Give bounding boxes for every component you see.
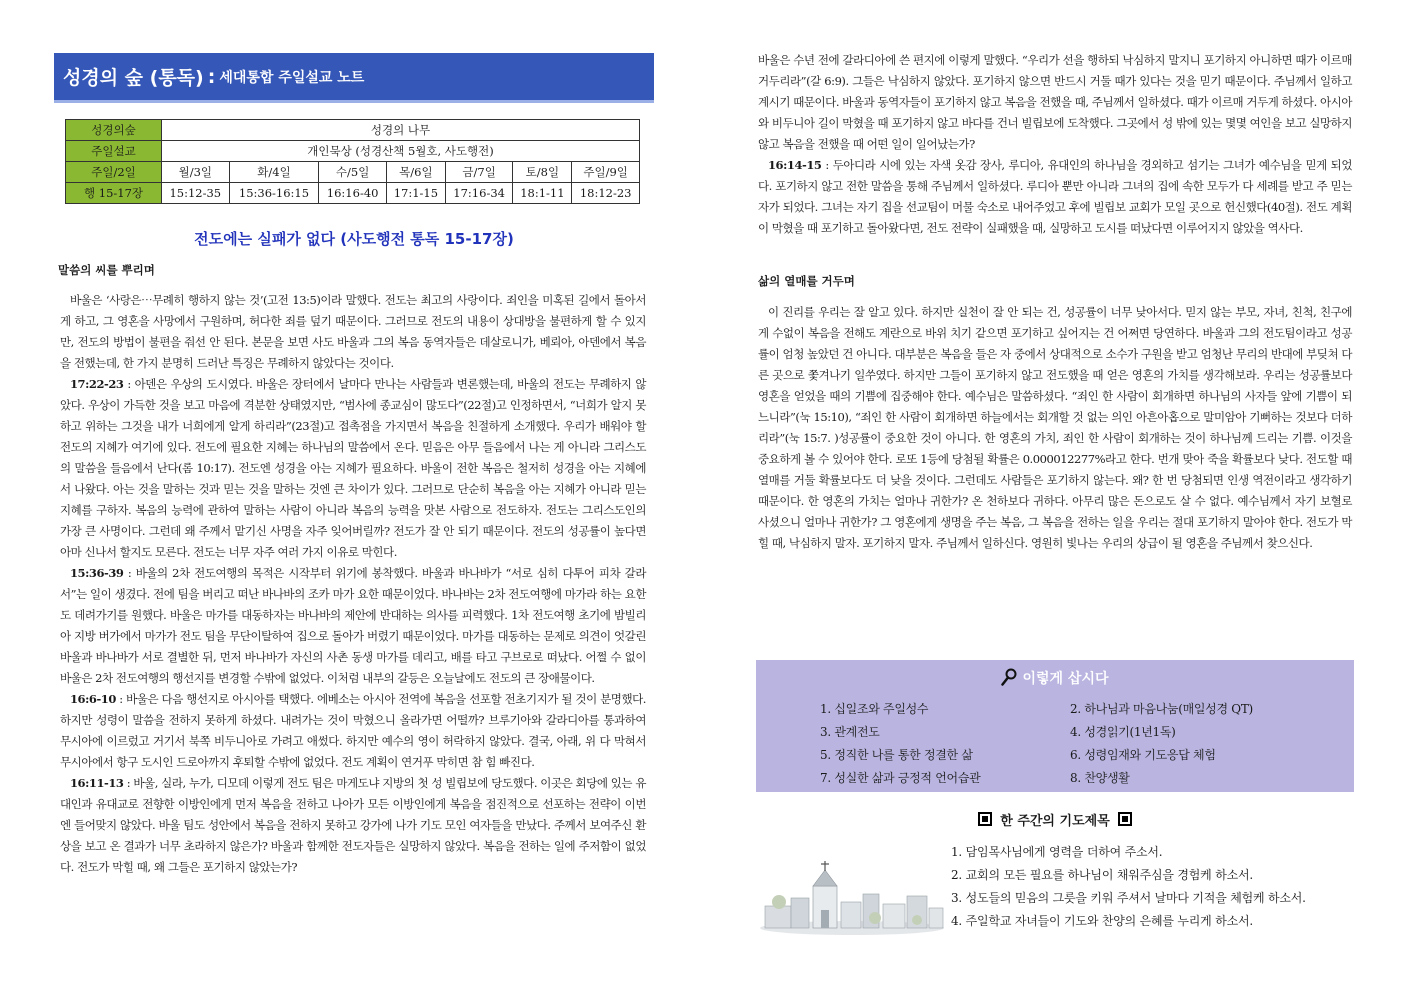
sermon-title: 전도에는 실패가 없다 (사도행전 통독 15-17장) [194, 230, 514, 248]
paragraph [60, 563, 646, 689]
paragraph [60, 773, 646, 878]
verse-ref: 16:6-10 [70, 692, 116, 706]
schedule-range: 18:1-11 [513, 183, 572, 204]
verse-ref: 16:11-13 [70, 776, 124, 790]
schedule-day: 목/6일 [386, 162, 445, 183]
schedule-range: 15:12-35 [162, 183, 230, 204]
paragraph-text: 이 진리를 우리는 잘 알고 있다. 하지만 실천이 잘 안 되는 건, 성공률이 너무 낮아서다. 믿지 않는 부모, 자녀, 친척, 친구에게 수없이 복음을 전해도 계란으로 바위 치기 같으면 포기하고 싶어지는 건 어쩌면 당연하다. 바울과 그의 전도팀이라고 성공률이 엄청 높았던 건 아니다. 대부분은 복음을 들은 자 중에서 상대적으로 소수가 구원을 받고 엄청난 무리의 반대에 부딪쳐 다른 곳으로 쫓겨나기 일쑤였다. 하지만 그들이 포기하지 않고 전도했을 때 얻은 영혼의 가치를 생각해보라. 우리는 성공률보다 영혼을 얻었을 때의 기쁨에 집중해야 한다. 예수님은 말씀하셨다. “죄인 한 사람이 회개하면 하나님의 사자들 앞에 기쁨이 되느니라”(눅 15:10), “죄인 한 사람이 회개하면 하늘에서는 회개할 것 없는 의인 아흔아홉으로 말미암아 기뻐하는 것보다 더하리라”(눅 15:7. )성공률이 중요한 것이 아니다. 한 영혼의 가치, 죄인 한 사람이 회개하는 것이 하나님께 드리는 기쁨. 이것을 중요하게 볼 수 있어야 한다. 로또 1등에 당첨될 확률은 0.000012277%라고 한다. 번개 맞아 죽을 확률보다 낮다. 전도할 때 열매를 거둘 확률보다도 더 낮을 것이다. 그런데도 사람들은 포기하지 않는다. 왜? 한 번 당첨되면 인생 역전이라고 생각하기 때문이다. 한 영혼의 가치는 얼마나 귀한가? 온 천하보다 귀하다. 아무리 많은 돈으로도 살 수 없다. 예수님께서 자기 보혈로 사셨으니 얼마나 귀한가? 그 영혼에게 생명을 주는 복음, 그 복음을 전하는 일을 우리는 절대 포기하지 말아야 한다. 전도가 막힐 때, 낙심하지 말자. 포기하지 말자. 주님께서 일하신다. 영원히 빛나는 우리의 상급이 될 영혼을 주님께서 찾으신다. [758, 305, 1352, 550]
schedule-day: 토/8일 [513, 162, 572, 183]
prayer-item: 1. 담임목사님에게 영력을 더하여 주소서. [951, 845, 1163, 859]
paragraph [60, 290, 646, 374]
schedule-value: 성경의 나무 [162, 120, 640, 141]
paragraph [60, 689, 646, 773]
live-item: 6. 성령임재와 기도응답 체험 [1070, 748, 1216, 762]
live-item: 3. 관계전도 [820, 725, 880, 739]
schedule-day: 화/4일 [229, 162, 319, 183]
paragraph-text: : 두아디라 시에 있는 자색 옷감 장사, 루디아, 유대인의 하나님을 경외하고 섬기는 그녀가 예수님을 믿게 되었다. 포기하지 않고 전한 말씀을 통해 주님께서 일하셨다. 루디아 뿐만 아니라 그녀의 집에 속한 모두가 다 세례를 받고 주 믿는 자가 되었다. 그녀는 자기 집을 선교팀이 머물 숙소로 내어주었고 후에 빌립보 교회가 모일 곳으로 헌신했다(40절). 전도 계획이 막혔을 때 포기하고 돌아왔다면, 전도 전략이 실패했을 때, 실망하고 도시를 떠났다면 이루어지지 않았을 역사다. [758, 158, 1352, 235]
prayer-item: 3. 성도들의 믿음의 그릇을 키워 주셔서 날마다 기적을 체험케 하소서. [951, 891, 1306, 905]
schedule-range: 17:16-34 [445, 183, 513, 204]
prayer-title: 한 주간의 기도제목 [1000, 814, 1110, 829]
live-item: 8. 찬양생활 [1070, 771, 1130, 785]
square-bullet-icon [978, 812, 992, 826]
live-box [756, 660, 1354, 792]
square-bullet-icon [1118, 812, 1132, 826]
paragraph-text: : 바울, 실라, 누가, 디모데 이렇게 전도 팀은 마게도냐 지방의 첫 성 빌립보에 당도했다. 이곳은 회당에 있는 유대인과 유대교로 전향한 이방인에게 먼저 복음을 전하고 나아가 모든 이방인에게 복음을 점진적으로 선포하는 전략이 이번엔 들어맞지 않았다. 바울 팀도 성안에서 복음을 전하지 못하고 강가에 나가 기도 모인 여자들을 만났다. 주께서 보여주신 환상을 보고 온 결과가 너무 초라하지 않은가? 바울과 함께한 전도자들은 실망하지 않았다. 복음을 전하는 일에 주저함이 없었다. 전도가 막힐 때, 왜 그들은 포기하지 않았는가? [60, 776, 646, 874]
paragraph [60, 374, 646, 563]
header-title: 성경의 숲 (통독) [63, 67, 204, 89]
verse-ref: 15:36-39 [70, 566, 124, 580]
header-banner [54, 53, 654, 103]
schedule-day: 수/5일 [319, 162, 387, 183]
header-subtitle: 세대통합 주일설교 노트 [219, 69, 365, 86]
schedule-row [66, 120, 640, 141]
schedule-value: 개인묵상 (성경산책 5월호, 사도행전) [162, 141, 640, 162]
paragraph-text: 바울은 ‘사랑은⋯무례히 행하지 않는 것’(고전 13:5)이라 말했다. 전도는 최고의 사랑이다. 죄인을 미혹된 길에서 돌아서게 하고, 그 영혼을 사망에서 구원하며, 허다한 죄를 덮기 때문이다. 그러므로 전도의 내용이 상대방을 불편하게 할 수 있지만, 전도의 방법이 불편을 줘선 안 된다. 본문을 보면 사도 바울과 그의 복음 동역자들은 데살로니가, 베뢰아, 아덴에서 복음을 전했는데, 한 가지 분명히 드러난 특징은 무례하지 않았다는 것이다. [60, 293, 646, 370]
verse-ref: 16:14-15 [768, 158, 822, 172]
schedule-range: 행 15-17장 [66, 183, 162, 204]
schedule-day: 금/7일 [445, 162, 513, 183]
live-item: 2. 하나님과 마음나눔(매일성경 QT) [1070, 702, 1253, 716]
paragraph [758, 302, 1352, 554]
paragraph-text: : 아덴은 우상의 도시였다. 바울은 장터에서 날마다 만나는 사람들과 변론했는데, 바울의 전도는 무례하지 않았다. 우상이 가득한 것을 보고 마음에 격분한 상태였지만, “범사에 종교심이 많도다”(22절)고 인정하면서, “너희가 알지 못하고 위하는 그것을 내가 너희에게 알게 하리라”(23절)고 접촉점을 가지면서 복음을 친절하게 소개했다. 우리가 배워야 할 전도의 지혜가 여기에 있다. 전도에 필요한 지혜는 하나님의 말씀에서 온다. 믿음은 아무 들음에서 나는 게 아니라 그리스도의 말씀을 들음에서 난다(롬 10:17). 전도엔 성경을 아는 지혜가 필요하다. 바울이 전한 복음은 철저히 성경을 아는 지혜에서 나왔다. 아는 것을 말하는 것과 믿는 것을 말하는 것엔 큰 차이가 있다. 그러므로 단순히 복음을 아는 지혜가 아니라 믿는 지혜를 구하자. 복음의 능력에 관하여 말하는 사람이 아니라 복음의 능력을 맛본 사람으로 전도하자. 전도는 그리스도인의 가장 큰 사명이다. 그런데 왜 주께서 맡기신 사명을 자주 잊어버릴까? 전도가 잘 안 되기 때문이다. 전도의 성공률이 높다면 아마 신나서 할지도 모른다. 전도는 너무 자주 여러 가지 이유로 막힌다. [60, 377, 646, 559]
magnifier-icon [1001, 668, 1017, 686]
section-heading-seed: 말씀의 씨를 뿌리며 [58, 263, 155, 277]
paragraph [758, 155, 1352, 239]
header-colon: : [207, 65, 216, 88]
schedule-label: 성경의숲 [66, 120, 162, 141]
paragraph-text: 바울은 수년 전에 갈라디아에 쓴 편지에 이렇게 말했다. “우리가 선을 행하되 낙심하지 말지니 포기하지 아니하면 때가 이르매 거두리라”(갈 6:9). 그들은 낙심하지 않았다. 포기하지 않으면 반드시 거둘 때가 있다는 것을 믿기 때문이다. 주님께서 일하고 계시기 때문이다. 바울과 동역자들이 포기하지 않고 복음을 전했을 때, 주님께서 일하셨다. 때가 이르매 거두게 하셨다. 아시아와 비두니아 길이 막혔을 때 포기하지 않고 바다를 건너 빌립보에 도착했다. 그곳에서 성 밖에 있는 몇몇 여인을 보고 실망하지 않고 복음을 전했을 때 어떤 일이 일어났는가? [758, 53, 1352, 151]
church-illustration [757, 860, 947, 936]
prayer-item: 4. 주일학교 자녀들이 기도와 찬양의 은혜를 누리게 하소서. [951, 914, 1253, 928]
prayer-item: 2. 교회의 모든 필요를 하나님이 채워주심을 경험케 하소서. [951, 868, 1253, 882]
continuation-body [758, 50, 1352, 239]
live-title: 이렇게 삽시다 [1022, 671, 1109, 687]
schedule-range: 16:16-40 [319, 183, 387, 204]
live-item: 1. 십일조와 주일성수 [820, 702, 929, 716]
live-title-row [756, 668, 1354, 688]
schedule-range: 17:1-15 [386, 183, 445, 204]
live-item: 5. 정직한 나를 통한 정결한 삶 [820, 748, 973, 762]
schedule-day: 월/3일 [162, 162, 230, 183]
schedule-day: 주일/9일 [572, 162, 640, 183]
prayer-heading [756, 810, 1354, 829]
schedule-ranges-row [66, 183, 640, 204]
schedule-table [65, 119, 640, 204]
section1-body [60, 290, 646, 878]
schedule-label: 주일설교 [66, 141, 162, 162]
schedule-day: 주일/2일 [66, 162, 162, 183]
live-item: 7. 성실한 삶과 긍정적 언어습관 [820, 771, 981, 785]
schedule-row [66, 141, 640, 162]
verse-ref: 17:22-23 [70, 377, 124, 391]
paragraph-text: : 바울의 2차 전도여행의 목적은 시작부터 위기에 봉착했다. 바울과 바나바가 “서로 심히 다투어 피차 갈라서”는 일이 생겼다. 전에 팀을 버리고 떠난 바나바의 조카 마가 요한 때문이었다. 바나바는 2차 전도여행에 마가라 하는 요한도 데려가기를 원했다. 바울은 마가를 대동하자는 바나바의 제안에 반대하는 의사를 피력했다. 1차 전도여행 초기에 밤빌리아 지방 버가에서 마가가 전도 팀을 무단이탈하여 집으로 돌아가 버렸기 때문이었다. 마가를 대동하는 문제로 의견이 엇갈린 바울과 바나바가 서로 결별한 뒤, 먼저 바나바가 자신의 사촌 동생 마가를 데리고, 배를 타고 구브로로 떠났다. 어쩔 수 없이 바울은 2차 전도여행의 행선지를 변경할 수밖에 없었다. 이처럼 내부의 갈등은 오늘날에도 전도의 큰 장애물이다. [60, 566, 646, 685]
paragraph [758, 50, 1352, 155]
schedule-days-row [66, 162, 640, 183]
section-heading-fruit: 삶의 열매를 거두며 [758, 274, 855, 288]
paragraph-text: : 바울은 다음 행선지로 아시아를 택했다. 에베소는 아시아 전역에 복음을 선포할 전초기지가 될 것이 분명했다. 하지만 성령이 말씀을 전하지 못하게 하셨다. 내려가는 것이 막혔으니 올라가면 어떨까? 브루기아와 갈라디아를 통과하여 무시아에 이르렀고 거기서 북쪽 비두니아로 가려고 애썼다. 하지만 예수의 영이 허락하지 않았다. 결국, 아래, 위 다 막혀서 무시아에서 항구 도시인 드로아까지 후퇴할 수밖에 없었다. 전도 계획이 연거푸 막히면 참 힘 빠진다. [60, 692, 646, 769]
schedule-range: 15:36-16:15 [229, 183, 319, 204]
live-item: 4. 성경읽기(1년1독) [1070, 725, 1176, 739]
section2-body [758, 302, 1352, 554]
schedule-range: 18:12-23 [572, 183, 640, 204]
